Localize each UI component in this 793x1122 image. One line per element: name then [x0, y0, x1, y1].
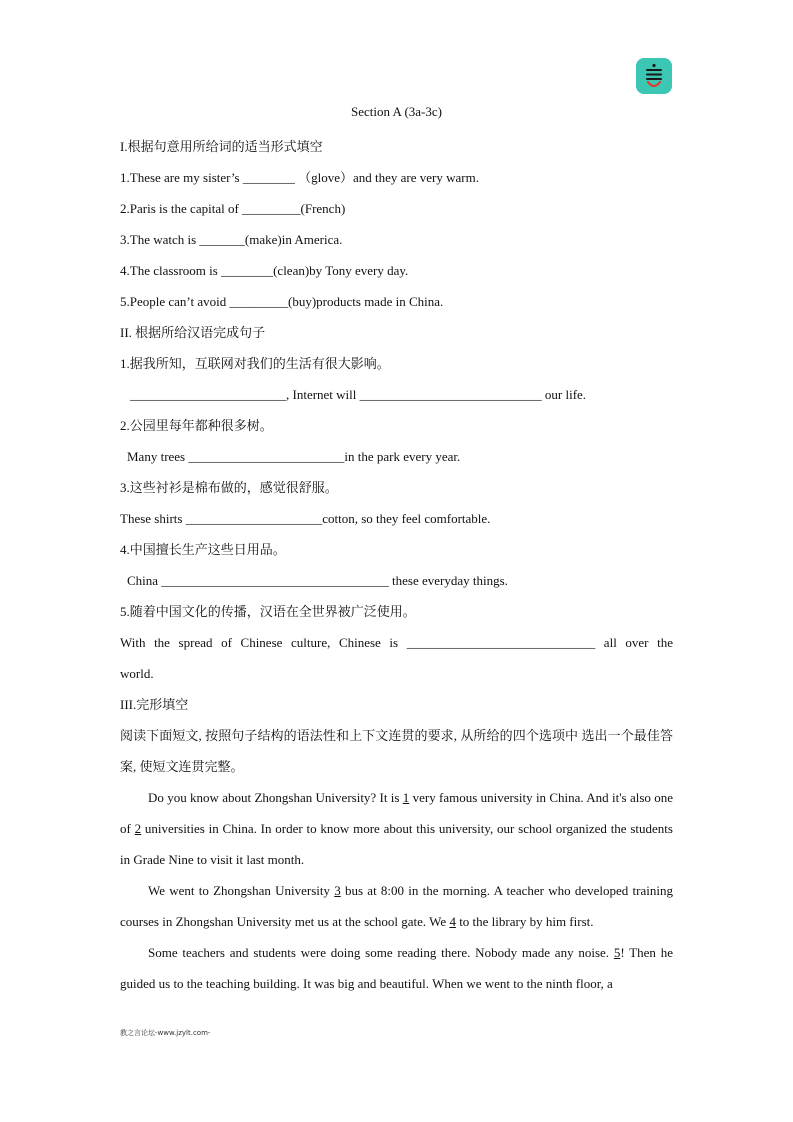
passage-paragraph-3: Some teachers and students were doing some reading there. Nobody made any noise. 5! Then he guided us to the teaching building. It was big and beautiful. When we went to the ninth floor, a — [120, 945, 673, 991]
page-title: Section A (3a-3c) — [351, 104, 442, 119]
blank-3: 3 — [334, 883, 341, 898]
logo-icon — [636, 58, 672, 94]
s2-q1-english: ________________________, Internet will ____________________________ our life. — [130, 387, 587, 402]
s2-q4-chinese: 4.中国擅长生产这些日用品。 — [120, 542, 286, 557]
s2-q1-chinese: 1.据我所知，互联网对我们的生活有很大影响。 — [120, 356, 390, 371]
section2-heading: II. 根据所给汉语完成句子 — [120, 325, 266, 340]
section3-heading: III.完形填空 — [120, 697, 189, 712]
passage-paragraph-2: We went to Zhongshan University 3 bus at 8:00 in the morning. A teacher who developed training courses in Zhongshan University met us at the school gate. We 4 to the library by him first. — [120, 883, 673, 929]
document-list-icon — [636, 58, 672, 94]
s2-q3-english: These shirts _____________________cotton, so they feel comfortable. — [120, 511, 491, 526]
s2-q4-english: China ___________________________________ these everyday things. — [127, 573, 508, 588]
blank-2: 2 — [134, 821, 142, 836]
s1-item-1: 1.These are my sister’s ________ （glove）and they are very warm. — [120, 170, 479, 185]
section1-heading: I.根据句意用所给词的适当形式填空 — [120, 139, 323, 154]
s2-q2-english: Many trees ________________________in the park every year. — [127, 449, 461, 464]
blank-1: 1 — [402, 790, 410, 805]
s1-item-3: 3.The watch is _______(make)in America. — [120, 232, 343, 247]
passage-paragraph-1: Do you know about Zhongshan University? It is 1 very famous university in China. And it's also one of 2 universities in China. In order to know more about this university, our school organized the students in Grade Nine to visit it last month. — [120, 790, 673, 867]
s2-q5-chinese: 5.随着中国文化的传播，汉语在全世界被广泛使用。 — [120, 604, 416, 619]
blank-4: 4 — [449, 914, 456, 929]
worksheet — [120, 100, 673, 999]
s1-item-5: 5.People can’t avoid _________(buy)products made in China. — [120, 294, 444, 309]
footer-watermark: 教之言论坛-www.jzylt.com- — [120, 1029, 211, 1037]
s2-q2-chinese: 2.公园里每年都种很多树。 — [120, 418, 273, 433]
s1-item-2: 2.Paris is the capital of _________(French) — [120, 201, 346, 216]
s2-q5-english-end: world. — [120, 666, 154, 681]
s3-instructions: 阅读下面短文, 按照句子结构的语法性和上下文连贯的要求, 从所给的四个选项中 选出一个最佳答案, 使短文连贯完整。 — [120, 728, 673, 774]
s2-q3-chinese: 3.这些衬衫是棉布做的，感觉很舒服。 — [120, 480, 338, 495]
s1-item-4: 4.The classroom is ________(clean)by Tony every day. — [120, 263, 409, 278]
s2-q5-english: With the spread of Chinese culture, Chinese is _____________________________ all over the — [120, 635, 673, 650]
blank-5: 5 — [613, 945, 621, 960]
